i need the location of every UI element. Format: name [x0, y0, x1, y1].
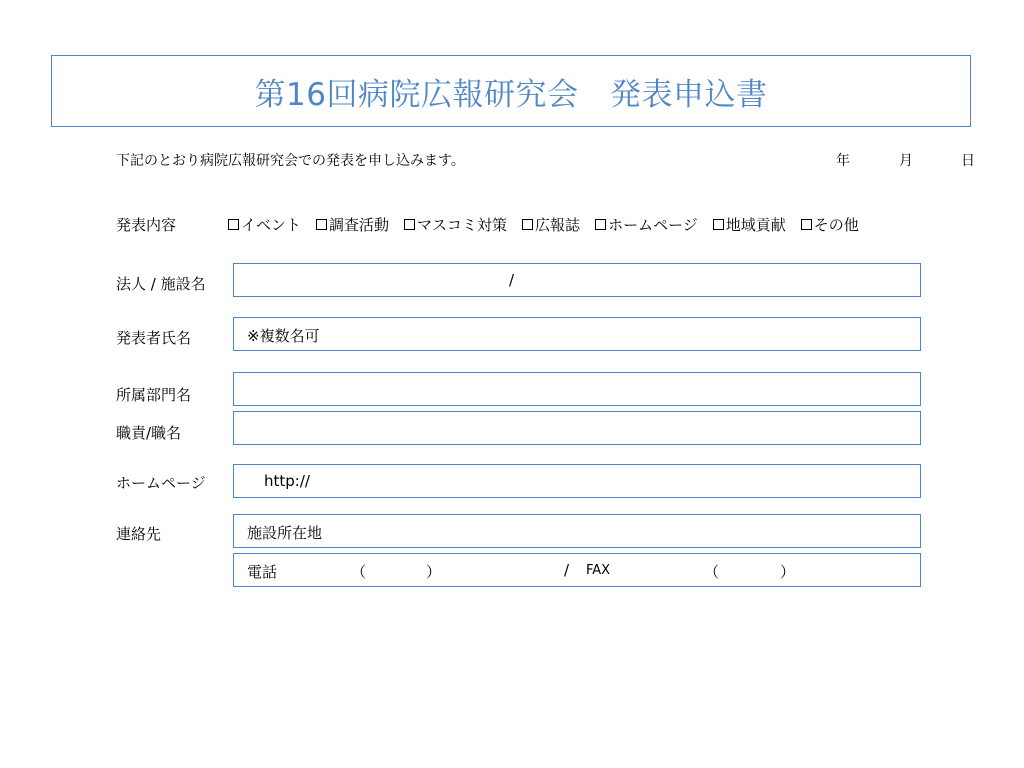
institution-field[interactable] — [233, 263, 921, 297]
option-label: イベント — [241, 216, 302, 234]
option-other[interactable] — [801, 214, 859, 235]
institution-separator: / — [509, 271, 515, 289]
presenter-field[interactable] — [233, 317, 921, 351]
address-field[interactable] — [233, 514, 921, 548]
checkbox[interactable] — [595, 219, 606, 230]
date-day-label: 日 — [961, 153, 975, 169]
content-label: 発表内容 — [116, 216, 177, 234]
option-homepage[interactable] — [595, 214, 698, 235]
checkbox[interactable] — [404, 219, 415, 230]
fax-paren-open: （ — [704, 563, 720, 581]
date-year-label: 年 — [836, 153, 850, 169]
homepage-value: http:// — [264, 472, 310, 490]
phone-paren-open: （ — [351, 563, 367, 581]
presenter-note: ※複数名可 — [247, 327, 320, 345]
fax-paren-close: ） — [780, 563, 796, 581]
fax-label: FAX — [586, 563, 611, 578]
phone-paren-close: ） — [426, 563, 442, 581]
checkbox[interactable] — [801, 219, 812, 230]
checkbox[interactable] — [522, 219, 533, 230]
checkbox[interactable] — [228, 219, 239, 230]
page-title: 第16回病院広報研究会 発表申込書 — [254, 76, 768, 113]
phone-fax-field[interactable] — [233, 553, 921, 587]
option-media[interactable] — [404, 214, 507, 235]
department-field[interactable] — [233, 372, 921, 406]
position-field[interactable] — [233, 411, 921, 445]
option-label: 広報誌 — [535, 216, 581, 234]
institution-label: 法人 / 施設名 — [116, 275, 206, 293]
option-research[interactable] — [316, 214, 389, 235]
option-label: 地域貢献 — [725, 216, 786, 234]
checkbox[interactable] — [713, 219, 724, 230]
date-month-label: 月 — [899, 153, 913, 169]
option-label: マスコミ対策 — [417, 216, 508, 234]
position-label: 職責/職名 — [116, 424, 182, 442]
option-newsletter[interactable] — [522, 214, 580, 235]
checkbox[interactable] — [316, 219, 327, 230]
option-community[interactable] — [713, 214, 786, 235]
homepage-field[interactable] — [233, 464, 921, 498]
phone-label: 電話 — [247, 563, 278, 581]
address-label: 施設所在地 — [247, 524, 323, 542]
presenter-label: 発表者氏名 — [116, 329, 192, 347]
homepage-label: ホームページ — [116, 474, 206, 492]
option-label: ホームページ — [608, 216, 698, 234]
department-label: 所属部門名 — [116, 386, 192, 404]
content-options — [228, 214, 874, 235]
option-event[interactable] — [228, 214, 301, 235]
intro-text: 下記のとおり病院広報研究会での発表を申し込みます。 — [116, 153, 465, 169]
option-label: その他 — [813, 216, 859, 234]
contact-label: 連絡先 — [116, 525, 162, 543]
phone-fax-separator: / — [564, 561, 570, 579]
title-box — [51, 55, 971, 127]
option-label: 調査活動 — [329, 216, 390, 234]
